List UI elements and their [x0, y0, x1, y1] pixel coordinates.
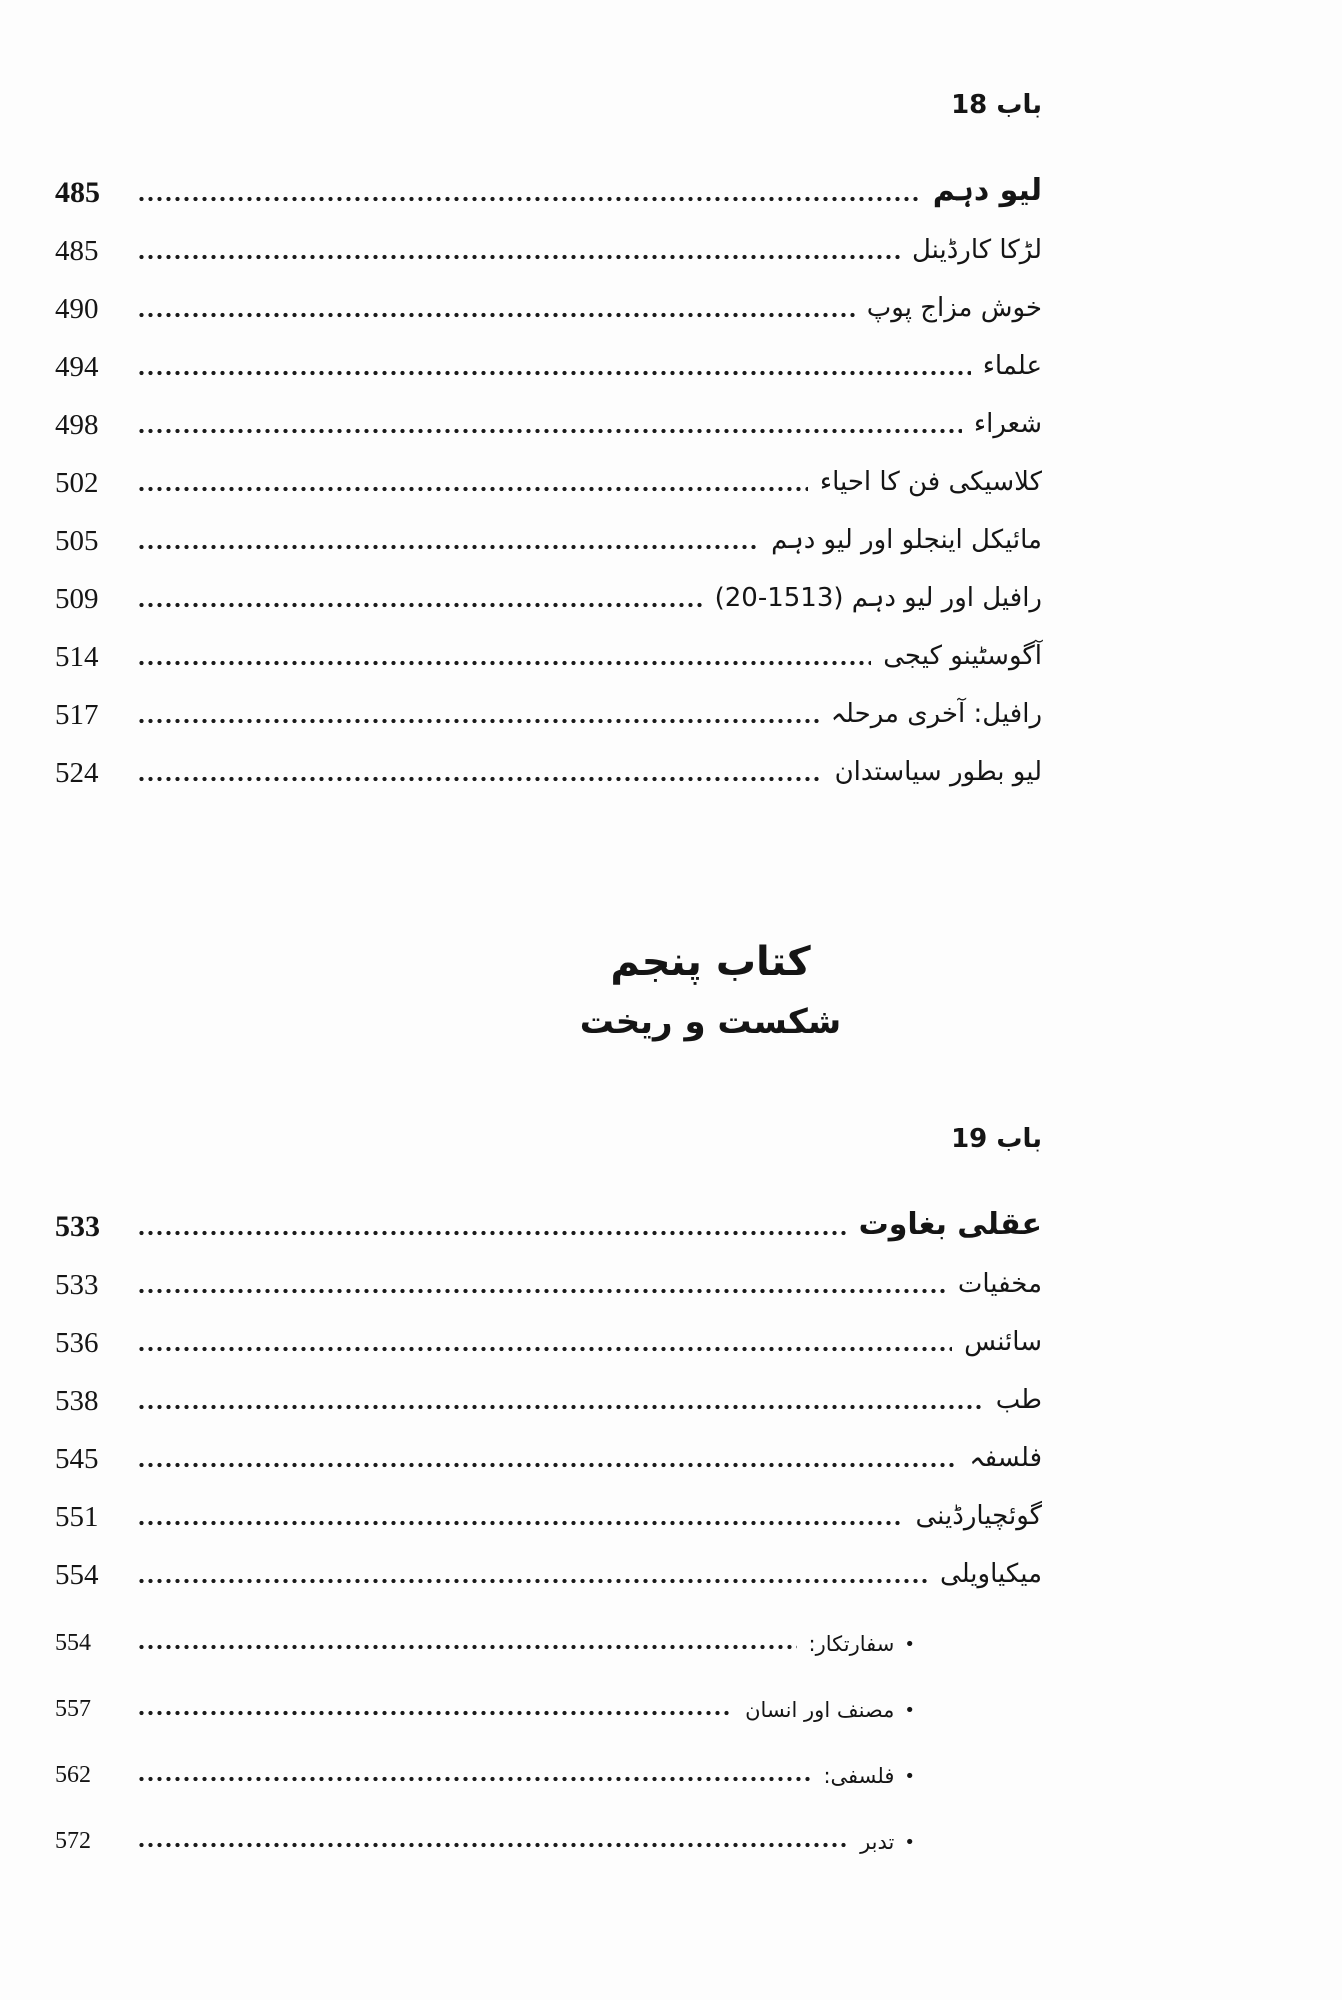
toc-entry-row — [55, 556, 1042, 614]
entry-title: مصنف اور انسان — [745, 1697, 895, 1722]
entry-page-number: 545 — [55, 1442, 99, 1475]
dot-leader — [137, 1346, 952, 1352]
toc-entry-row — [55, 1300, 1042, 1358]
dot-leader — [137, 1404, 984, 1410]
entry-page-number: 485 — [55, 175, 100, 209]
entry-title: لیو بطور سیاستدان — [834, 757, 1042, 788]
dot-leader — [137, 370, 971, 376]
entry-page-number: 524 — [55, 756, 99, 789]
entry-page-number: 517 — [55, 698, 99, 731]
dot-leader — [137, 486, 808, 492]
entry-title: مخفیات — [957, 1269, 1042, 1300]
dot-leader — [137, 544, 759, 550]
entry-page-number: 554 — [55, 1629, 91, 1656]
entry-title: آگوسٹینو کیجی — [883, 641, 1042, 672]
entry-page-number: 572 — [55, 1827, 91, 1854]
chapter-18-label: باب 18 — [951, 90, 1042, 120]
dot-leader — [137, 1644, 797, 1650]
dot-leader — [137, 1520, 904, 1526]
entry-page-number: 562 — [55, 1761, 91, 1788]
bullet-icon: • — [904, 1831, 915, 1853]
chapter-19-toc — [55, 1184, 1042, 1854]
dot-leader — [137, 1230, 847, 1236]
dot-leader — [137, 718, 819, 724]
dot-leader — [137, 1842, 848, 1848]
entry-page-number: 509 — [55, 582, 99, 615]
toc-entry-row — [55, 1358, 1042, 1416]
entry-title: خوش مزاج پوپ — [866, 293, 1042, 324]
entry-page-number: 514 — [55, 640, 99, 673]
toc-entry-row — [55, 1416, 1042, 1474]
toc-entry-row — [55, 208, 1042, 266]
toc-entry-row — [55, 266, 1042, 324]
toc-entry-row — [55, 1532, 1042, 1590]
book-five-title: کتاب پنجم — [610, 939, 811, 985]
toc-entry-row — [55, 498, 1042, 556]
entry-page-number: 536 — [55, 1326, 99, 1359]
entry-title: طب — [995, 1385, 1042, 1416]
bullet-icon: • — [904, 1633, 915, 1655]
entry-page-number: 485 — [55, 234, 99, 267]
book-five-divider — [217, 930, 1204, 1050]
entry-page-number: 494 — [55, 350, 99, 383]
chapter-18-entries — [55, 208, 1042, 788]
chapter-19-label: باب 19 — [951, 1124, 1042, 1154]
toc-entry-row — [55, 382, 1042, 440]
chapter-19-entries — [55, 1242, 1042, 1590]
chapter-18-heading-row — [55, 150, 1042, 208]
sub-entry-row — [55, 1788, 1042, 1854]
entry-title: رافیل: آخری مرحلہ — [830, 699, 1042, 730]
entry-page-number: 498 — [55, 408, 99, 441]
dot-leader — [137, 1462, 957, 1468]
entry-title: گوئچیارڈینی — [915, 1501, 1042, 1532]
entry-title: سفارتکار: — [808, 1631, 895, 1656]
dot-leader — [137, 254, 900, 260]
toc-entry-row — [55, 1474, 1042, 1532]
bullet-icon: • — [904, 1765, 915, 1787]
sub-entry-row — [55, 1722, 1042, 1788]
entry-title: تدبر — [860, 1829, 895, 1854]
dot-leader — [137, 776, 823, 782]
entry-page-number: 533 — [55, 1268, 99, 1301]
entry-title: لیو دہم — [932, 172, 1042, 208]
entry-page-number: 502 — [55, 466, 99, 499]
entry-title: لڑکا کارڈینل — [911, 235, 1042, 266]
entry-title: عقلی بغاوت — [858, 1206, 1042, 1242]
dot-leader — [137, 660, 871, 666]
entry-page-number: 505 — [55, 524, 99, 557]
entry-title: میکیاویلی — [940, 1559, 1042, 1590]
entry-title: کلاسیکی فن کا احیاء — [819, 467, 1042, 498]
dot-leader — [137, 196, 921, 202]
dot-leader — [137, 1288, 946, 1294]
sub-entry-row — [55, 1590, 1042, 1656]
entry-title: شعراء — [973, 409, 1042, 440]
chapter-18-toc — [55, 150, 1042, 788]
toc-entry-row — [55, 614, 1042, 672]
toc-entry-row — [55, 324, 1042, 382]
entry-title: مائیکل اینجلو اور لیو دہم — [771, 525, 1042, 556]
entry-title: فلسفی: — [823, 1763, 895, 1788]
toc-entry-row — [55, 1242, 1042, 1300]
entry-title: علماء — [982, 351, 1042, 382]
toc-entry-row — [55, 440, 1042, 498]
entry-title: فلسفہ — [969, 1443, 1042, 1474]
chapter-19-heading-row — [55, 1184, 1042, 1242]
entry-page-number: 554 — [55, 1558, 99, 1591]
bullet-icon: • — [904, 1699, 915, 1721]
entry-title: رافیل اور لیو دہم (1513-20) — [714, 583, 1042, 614]
entry-page-number: 557 — [55, 1695, 91, 1722]
dot-leader — [137, 1578, 928, 1584]
toc-entry-row — [55, 730, 1042, 788]
entry-page-number: 551 — [55, 1500, 99, 1533]
dot-leader — [137, 1776, 811, 1782]
entry-page-number: 538 — [55, 1384, 99, 1417]
book-five-subtitle: شکست و ریخت — [579, 1002, 842, 1042]
sub-entry-row — [55, 1656, 1042, 1722]
entry-page-number: 533 — [55, 1209, 100, 1243]
dot-leader — [137, 602, 703, 608]
chapter-19-sub-entries — [55, 1590, 1042, 1854]
dot-leader — [137, 312, 855, 318]
entry-title: سائنس — [964, 1327, 1042, 1358]
dot-leader — [137, 1710, 733, 1716]
entry-page-number: 490 — [55, 292, 99, 325]
dot-leader — [137, 428, 962, 434]
toc-entry-row — [55, 672, 1042, 730]
